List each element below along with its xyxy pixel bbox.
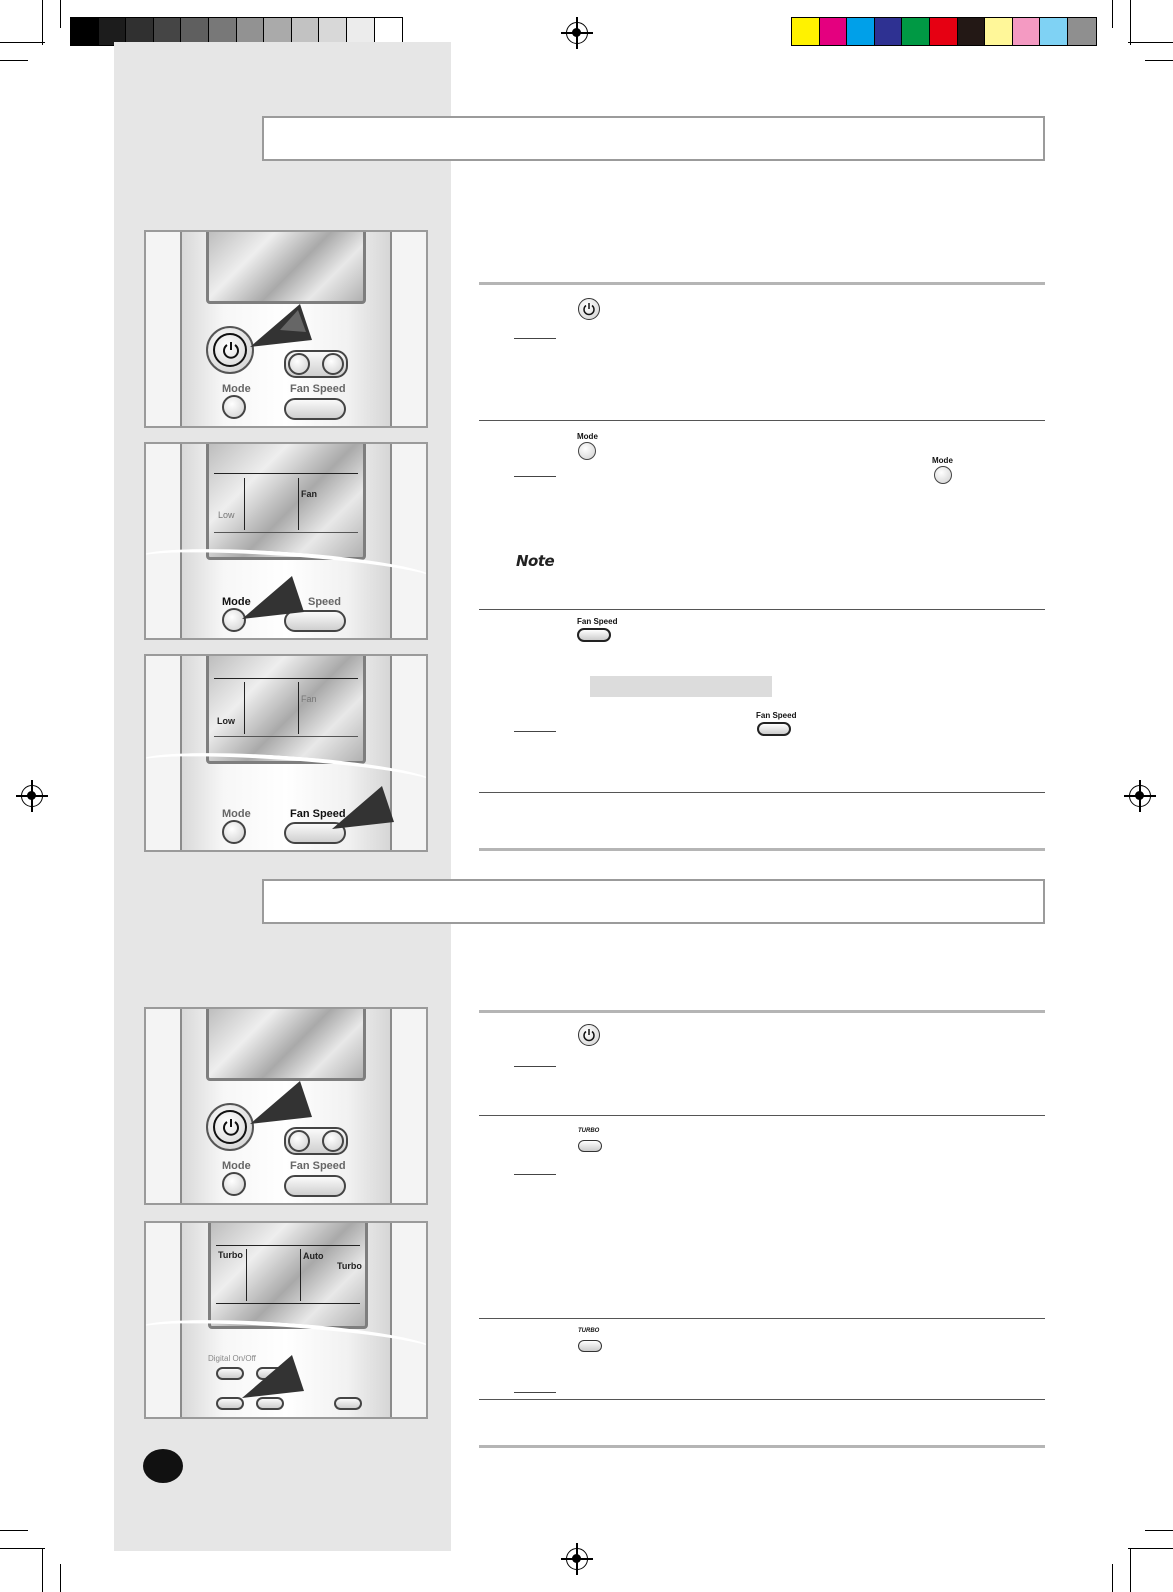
turbo-icon-label: TURBO [578, 1328, 600, 1334]
fan-speed-inline-icon-label: Fan Speed [756, 711, 797, 720]
arrow-icon [250, 1079, 314, 1129]
color-swatch-bar [791, 17, 1097, 46]
arrow-icon [332, 784, 396, 834]
turbo-button [216, 1397, 244, 1410]
mode-icon-label: Mode [577, 432, 598, 441]
lcd-auto: Auto [303, 1251, 324, 1261]
remote-display [208, 1221, 368, 1329]
section2-title-box [262, 879, 1045, 924]
lcd-turbo: Turbo [218, 1250, 243, 1260]
remote-display [206, 230, 366, 304]
lcd-fan: Fan [301, 489, 318, 499]
divider [479, 848, 1045, 851]
arrow-icon [250, 302, 314, 352]
gray-swatch [181, 18, 209, 45]
step-underline [514, 731, 556, 732]
registration-mark-left [21, 785, 43, 807]
gray-swatch [264, 18, 292, 45]
remote-display [206, 442, 366, 560]
divider [479, 1445, 1045, 1448]
color-swatch [902, 18, 930, 45]
temp-up-button [322, 353, 344, 375]
fan-speed-label: Fan Speed [290, 808, 346, 820]
registration-mark-top [566, 22, 588, 44]
highlight-bar [590, 676, 772, 697]
fan-speed-label: Speed [308, 596, 342, 608]
turbo-icon [578, 1140, 602, 1152]
divider [479, 1010, 1045, 1013]
temp-down-button [288, 1130, 310, 1152]
step-underline [514, 1174, 556, 1175]
gray-swatch [126, 18, 154, 45]
section1-illustration-mode [144, 442, 428, 640]
color-swatch [847, 18, 875, 45]
color-swatch [1068, 18, 1096, 45]
fan-speed-button [284, 398, 346, 420]
fan-speed-icon-label: Fan Speed [577, 617, 618, 626]
step-underline [514, 1392, 556, 1393]
gray-swatch [347, 18, 375, 45]
temp-up-button [322, 1130, 344, 1152]
mode-button [222, 1172, 246, 1196]
mode-inline-icon-label: Mode [932, 456, 953, 465]
divider [479, 1318, 1045, 1319]
color-swatch [1013, 18, 1041, 45]
turbo-icon-label: TURBO [578, 1128, 600, 1134]
lcd-low: Low [217, 716, 235, 726]
turbo-icon [578, 1340, 602, 1352]
fan-speed-label: Fan Speed [290, 383, 346, 395]
section2-illustration-power [144, 1007, 428, 1205]
power-icon [578, 1024, 600, 1046]
step-underline [514, 1066, 556, 1067]
gray-swatch [154, 18, 182, 45]
timer-button [334, 1397, 362, 1410]
page-number-badge [143, 1449, 183, 1483]
divider [479, 420, 1045, 421]
divider [479, 1115, 1045, 1116]
digital-on-off-button [216, 1367, 244, 1380]
section1-title-box [262, 116, 1045, 161]
gray-swatch [71, 18, 99, 45]
fan-speed-icon [577, 628, 611, 642]
gray-swatch [319, 18, 347, 45]
registration-mark-bottom [566, 1548, 588, 1570]
step-underline [514, 338, 556, 339]
color-swatch [875, 18, 903, 45]
lcd-fan: Fan [301, 694, 317, 704]
mode-label: Mode [222, 808, 251, 820]
color-swatch [792, 18, 820, 45]
fan-speed-label: Fan Speed [290, 1160, 346, 1172]
arrow-icon [242, 1353, 306, 1403]
remote-display [206, 654, 366, 764]
mode-label: Mode [222, 1160, 251, 1172]
section1-illustration-power [144, 230, 428, 428]
digital-on-off-label: Digital On/Off [208, 1354, 256, 1363]
registration-mark-right [1129, 785, 1151, 807]
mode-label: Mode [222, 383, 251, 395]
fan-speed-button [284, 1175, 346, 1197]
arrow-icon [242, 574, 306, 624]
remote-display [206, 1007, 366, 1081]
color-swatch [985, 18, 1013, 45]
divider [479, 1399, 1045, 1400]
power-button [206, 1103, 254, 1151]
mode-inline-icon [934, 466, 952, 484]
gray-swatch [237, 18, 265, 45]
divider [479, 282, 1045, 285]
gray-swatch [99, 18, 127, 45]
section1-illustration-fan-speed [144, 654, 428, 852]
power-button [206, 326, 254, 374]
color-swatch [1040, 18, 1068, 45]
mode-button [222, 395, 246, 419]
color-swatch [930, 18, 958, 45]
divider [479, 792, 1045, 793]
lcd-turbo-small: Turbo [337, 1261, 362, 1271]
lcd-low: Low [218, 510, 235, 520]
gray-swatch [209, 18, 237, 45]
power-icon [578, 298, 600, 320]
section2-illustration-turbo [144, 1221, 428, 1419]
step-underline [514, 476, 556, 477]
color-swatch [820, 18, 848, 45]
mode-icon [578, 442, 596, 460]
fan-speed-inline-icon [757, 722, 791, 736]
note-title: Note [516, 552, 555, 570]
gray-swatch [292, 18, 320, 45]
gray-swatch [375, 18, 403, 45]
divider [479, 609, 1045, 610]
mode-button [222, 820, 246, 844]
mode-label: Mode [222, 596, 251, 608]
color-swatch [958, 18, 986, 45]
temp-down-button [288, 353, 310, 375]
